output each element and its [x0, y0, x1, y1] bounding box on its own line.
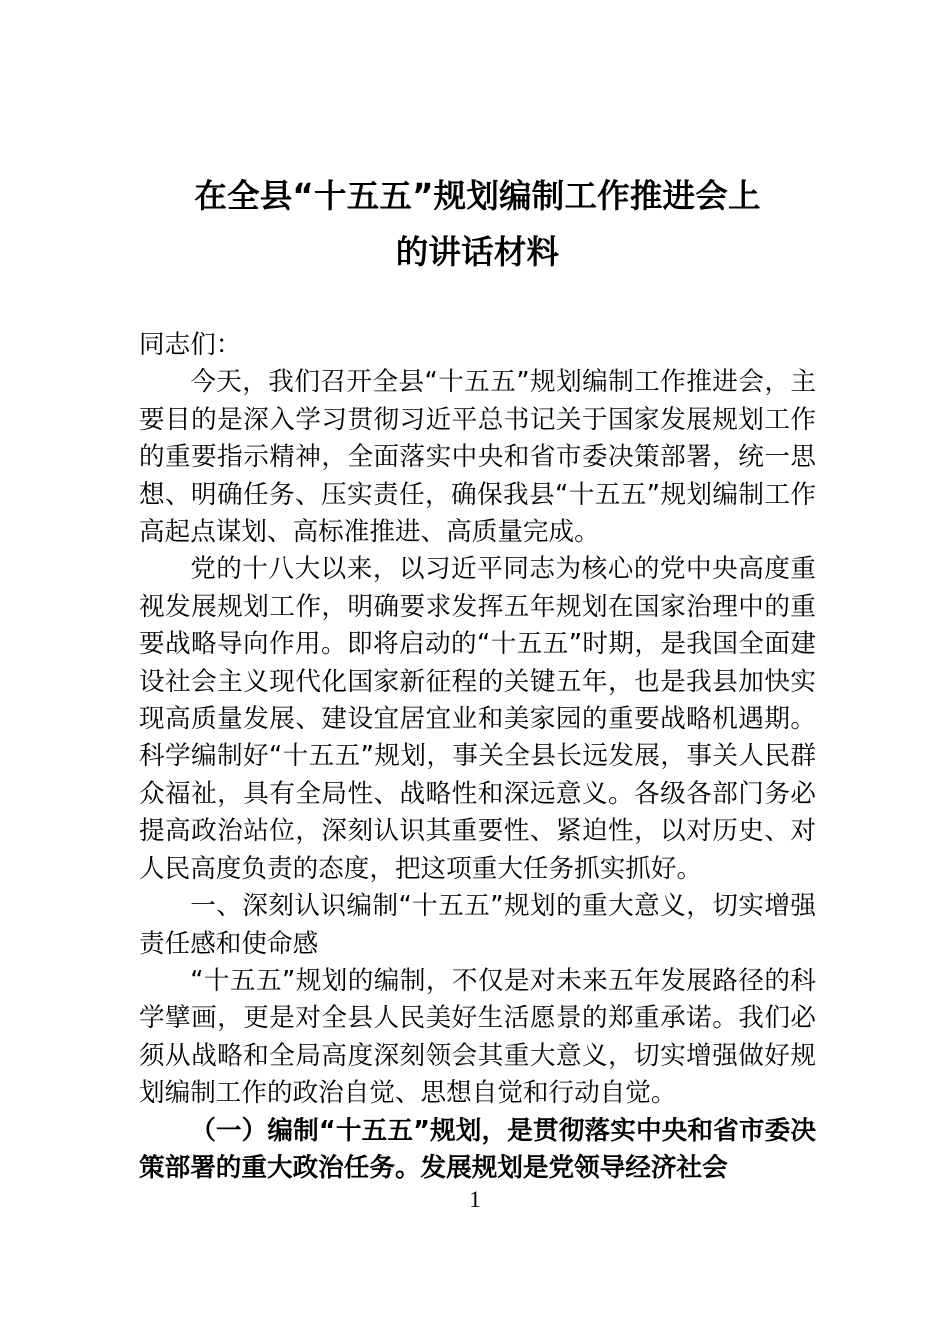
document-body	[139, 327, 816, 1187]
subsection-heading-one-a: （一）编制“十五五”规划，是贯彻落实中央和省市委决策部署的重大政治任务。发展规划是党领导经济社会	[139, 1115, 816, 1183]
title-heading	[139, 168, 816, 280]
paragraph-opening-remarks: 今天，我们召开全县“十五五”规划编制工作推进会，主要目的是深入学习贯彻习近平总书记关于国家发展规划工作的重要指示精神，全面落实中央和省市委决策部署，统一思想、明确任务、压实责任，确保我县“十五五”规划编制工作高起点谋划、高标准推进、高质量完成。	[139, 367, 816, 548]
paragraph-section-one-intro: “十五五”规划的编制，不仅是对未来五年发展路径的科学擘画，更是对全县人民美好生活愿景的郑重承诺。我们必须从战略和全局高度深刻领会其重大意义，切实增强做好规划编制工作的政治自觉、思想自觉和行动自觉。	[139, 965, 816, 1109]
paragraph-background-significance: 党的十八大以来，以习近平同志为核心的党中央高度重视发展规划工作，明确要求发挥五年规划在国家治理中的重要战略导向作用。即将启动的“十五五”时期，是我国全面建设社会主义现代化国家新征程的关键五年，也是我县加快实现高质量发展、建设宜居宜业和美家园的重要战略机遇期。科学编制好“十五五”规划，事关全县长远发展，事关人民群众福祉，具有全局性、战略性和深远意义。各级各部门务必提高政治站位，深刻认识其重要性、紧迫性，以对历史、对人民高度负责的态度，把这项重大任务抓实抓好。	[139, 554, 816, 884]
page-number: 1	[469, 1187, 481, 1212]
salutation: 同志们：	[139, 330, 242, 360]
title-line-1: 在全县“十五五”规划编制工作推进会上	[194, 177, 761, 215]
section-heading-one: 一、深刻认识编制“十五五”规划的重大意义，切实增强责任感和使命感	[139, 891, 816, 959]
title-line-2: 的讲话材料	[395, 233, 560, 271]
document-title	[139, 168, 816, 280]
